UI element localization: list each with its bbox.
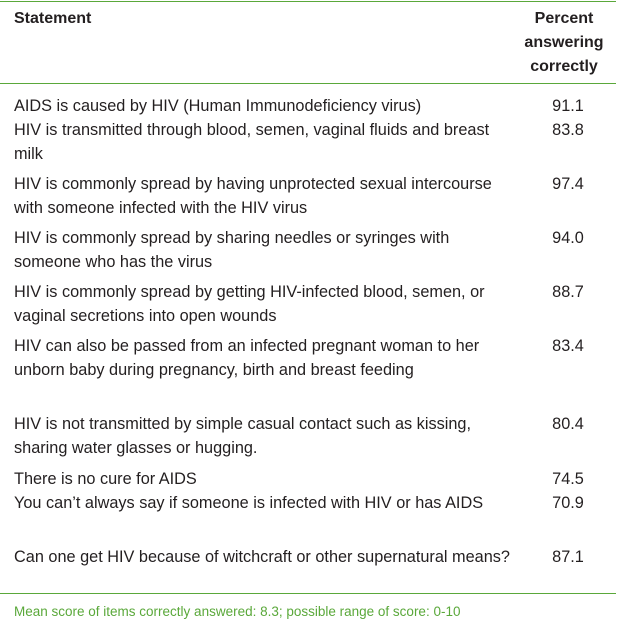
percent-cell: 80.4 [552,415,584,433]
statement-cell: HIV is commonly spread by getting HIV-infected blood, semen, or vaginal secretions into open wounds [14,283,485,325]
percent-cell: 83.8 [552,121,584,139]
table-row [0,491,616,545]
statement-cell: Can one get HIV because of witchcraft or other supernatural means? [14,548,510,566]
percent-cell: 87.1 [552,548,584,566]
statement-cell: AIDS is caused by HIV (Human Immunodeficiency virus) [14,97,422,115]
statement-cell: HIV is commonly spread by sharing needles or syringes with someone who has the virus [14,229,450,271]
percent-cell: 94.0 [552,229,584,247]
statement-column-header: Statement [14,10,92,27]
statement-cell: HIV is not transmitted by simple casual contact such as kissing, sharing water glasses or hugging. [14,415,471,457]
statement-cell: HIV is transmitted through blood, semen, vaginal fluids and breast milk [14,121,490,163]
table-header-row [0,2,616,88]
table-row [0,172,616,226]
table-row [0,280,616,334]
table-footnote: Mean score of items correctly answered: 8.3; possible range of score: 0-10 [14,604,461,619]
statement-cell: There is no cure for AIDS [14,470,197,488]
percent-cell: 97.4 [552,175,584,193]
knowledge-table [0,2,616,599]
table-row [0,88,616,118]
percent-cell: 83.4 [552,337,584,355]
table-row [0,118,616,172]
percent-cell: 74.5 [552,470,584,488]
table-row [0,334,616,412]
table-row [0,412,616,466]
table-row [0,466,616,491]
table-row [0,226,616,280]
percent-cell: 91.1 [552,97,584,115]
percent-cell: 88.7 [552,283,584,301]
percent-column-header: Percent answering correctly [524,10,604,75]
percent-cell: 70.9 [552,494,584,512]
statement-cell: You can’t always say if someone is infected with HIV or has AIDS [14,494,484,512]
statement-cell: HIV is commonly spread by having unprotected sexual intercourse with someone infected with the HIV virus [14,175,492,217]
table-row [0,545,616,599]
statement-cell: HIV can also be passed from an infected pregnant woman to her unborn baby during pregnancy, birth and breast feeding [14,337,480,379]
